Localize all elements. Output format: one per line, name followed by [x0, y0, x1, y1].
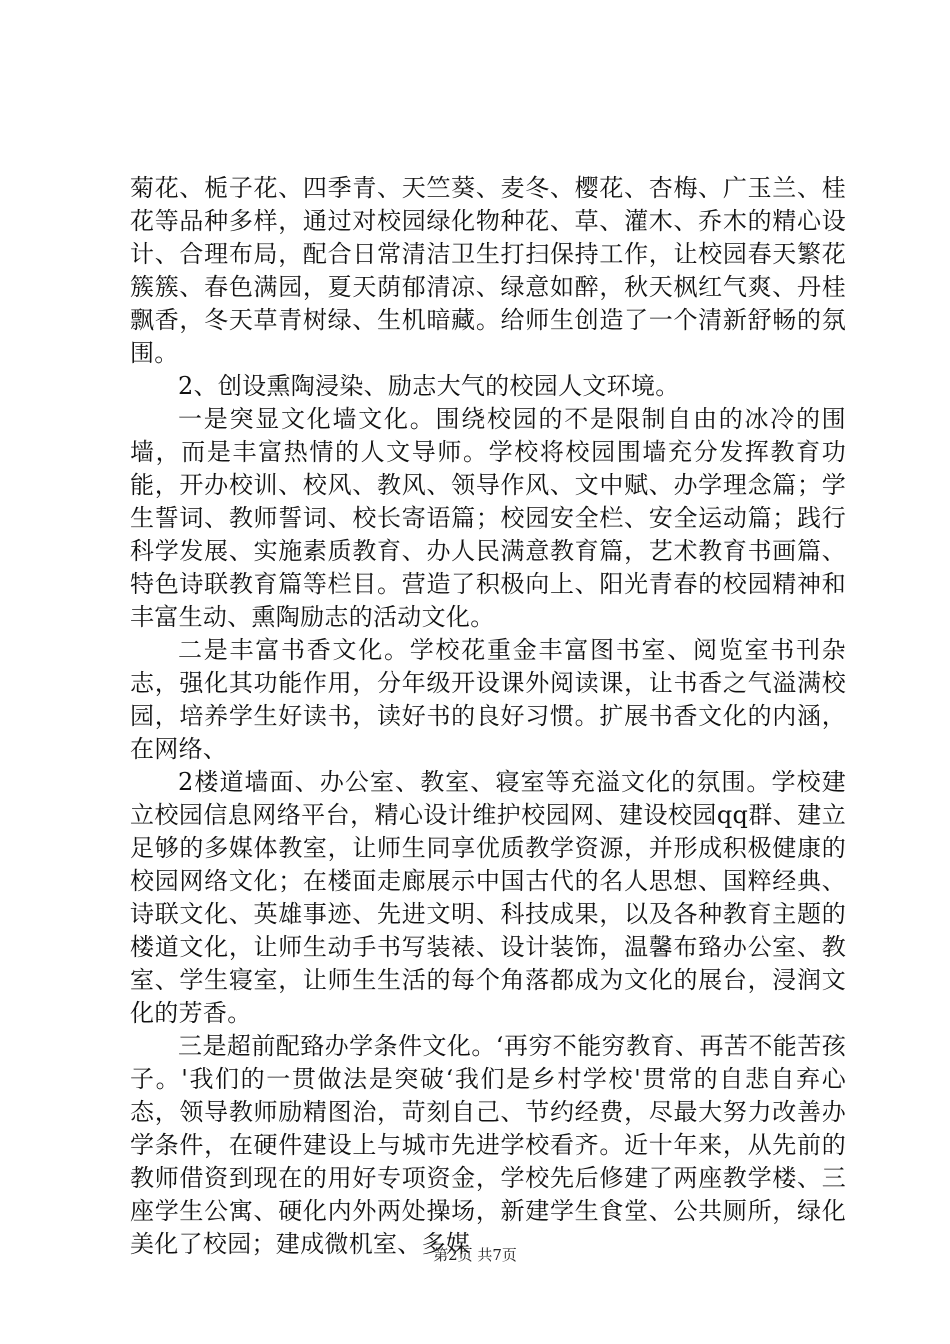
paragraph-facility-culture: 三是超前配臵办学条件文化。‘再穷不能穷教育、再苦不能苦孩子。'我们的一贯做法是突破‘我们是乡村学校'贯常的自悲自弃心态，领导教师励精图治，苛刻自己、节约经费，尽最大努力改善办学条件，在硬件建设上与城市先进学校看齐。近十年来，从先前的教师借资到现在的用好专项资金，学校先后修建了两座教学楼、三座学生公寓、硬化内外两处操场，新建学生食堂、公共厕所，绿化美化了校园；建成微机室、多媒: [130, 1032, 846, 1258]
paragraph-network-culture: 2楼道墙面、办公室、教室、寝室等充溢文化的氛围。学校建立校园信息网络平台，精心设计维护校园网、建设校园qq群、建立足够的多媒体教室，让师生同享优质教学资源，并形成积极健康的校园网络文化；在楼面走廊展示中国古代的名人思想、国粹经典、诗联文化、英雄事迹、先进文明、科技成果，以及各种教育主题的楼道文化，让师生动手书写装裱、设计装饰，温馨布臵办公室、教室、学生寝室，让师生生活的每个角落都成为文化的展台，浸润文化的芳香。: [130, 768, 846, 1027]
paragraph-book-culture: 二是丰富书香文化。学校花重金丰富图书室、阅览室书刊杂志，强化其功能作用，分年级开设课外阅读课，让书香之气溢满校园，培养学生好读书，读好书的良好习惯。扩展书香文化的内涵，在网络、: [130, 636, 846, 763]
paragraph-wall-culture: 一是突显文化墙文化。围绕校园的不是限制自由的冰冷的围墙，而是丰富热情的人文导师。学校将校园围墙充分发挥教育功能，开办校训、校风、教风、领导作风、文中赋、办学理念篇；学生誓词、教师誓词、校长寄语篇；校园安全栏、安全运动篇；践行科学发展、实施素质教育、办人民满意教育篇，艺术教育书画篇、特色诗联教育篇等栏目。营造了积极向上、阳光青春的校园精神和丰富生动、熏陶励志的活动文化。: [130, 405, 846, 631]
page-number-footer: 第2页 共7页: [433, 1246, 517, 1264]
paragraph-plant-varieties: 菊花、栀子花、四季青、天竺葵、麦冬、樱花、杏梅、广玉兰、桂花等品种多样，通过对校园绿化物种花、草、灌木、乔木的精心设计、合理布局，配合日常清洁卫生打扫保持工作，让校园春天繁花簇簇、春色满园，夏天荫郁清凉、绿意如醉，秋天枫红气爽、丹桂飘香，冬天草青树绿、生机暗藏。给师生创造了一个清新舒畅的氛围。: [130, 174, 846, 367]
paragraph-section-heading: 2、创设熏陶浸染、励志大气的校园人文环境。: [178, 372, 680, 400]
